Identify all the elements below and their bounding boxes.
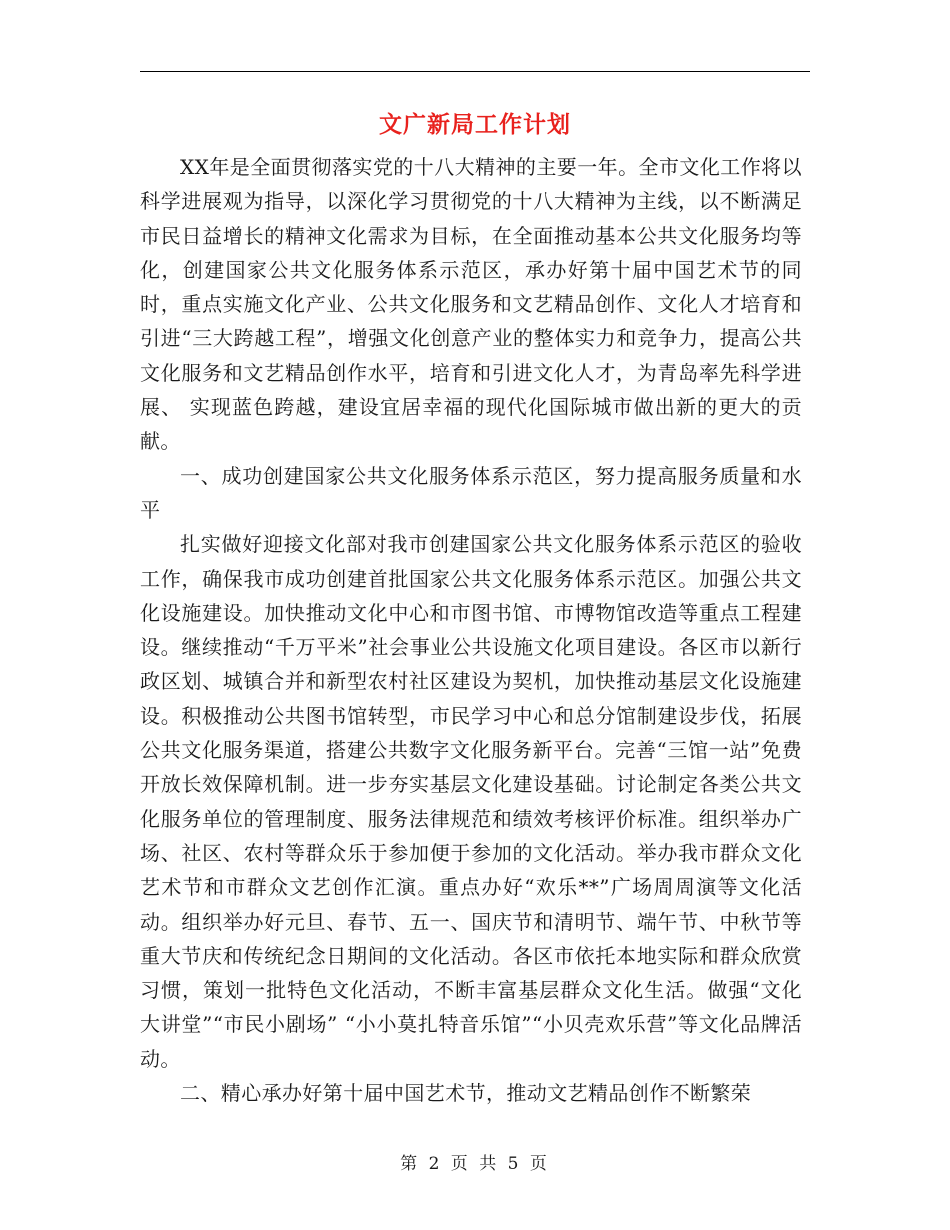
intro-paragraph: XX年是全面贯彻落实党的十八大精神的主要一年。全市文化工作将以科学进展观为指导，以深化学习贯彻党的十八大精神为主线，以不断满足市民日益增长的精神文化需求为目标，在全面推动基本公共文化服务均等化，创建国家公共文化服务体系示范区，承办好第十届中国艺术节的同时，重点实施文化产业、公共文化服务和文艺精品创作、文化人才培育和引进“三大跨越工程”，增强文化创意产业的整体实力和竞争力，提高公共文化服务和文艺精品创作水平，培育和引进文化人才，为青岛率先科学进展、 实现蓝色跨越，建设宜居幸福的现代化国际城市做出新的更大的贡献。 — [140, 155, 802, 454]
section-1-paragraph: 扎实做好迎接文化部对我市创建国家公共文化服务体系示范区的验收工作，确保我市成功创建首批国家公共文化服务体系示范区。加强公共文化设施建设。加快推动文化中心和市图书馆、市博物馆改造等重点工程建设。继续推动“千万平米”社会事业公共设施文化项目建设。各区市以新行政区划、城镇合并和新型农村社区建设为契机，加快推动基层文化设施建设。积极推动公共图书馆转型，市民学习中心和总分馆制建设步伐，拓展公共文化服务渠道，搭建公共数字文化服务新平台。完善“三馆一站”免费开放长效保障机制。进一步夯实基层文化建设基础。讨论制定各类公共文化服务单位的管理制度、服务法律规范和绩效考核评价标准。组织举办广场、社区、农村等群众乐于参加便于参加的文化活动。举办我市群众文化艺术节和市群众文艺创作汇演。重点办好“欢乐**”广场周周演等文化活动。组织举办好元旦、春节、五一、国庆节和清明节、端午节、中秋节等重大节庆和传统纪念日期间的文化活动。各区市依托本地实际和群众欣赏习惯，策划一批特色文化活动，不断丰富基层群众文化生活。做强“文化大讲堂”“市民小剧场” “小小莫扎特音乐馆”“小贝壳欢乐营”等文化品牌活动。 — [140, 532, 802, 1071]
document-title: 文广新局工作计划 — [379, 111, 571, 138]
section-heading-1: 一、成功创建国家公共文化服务体系示范区，努力提高服务质量和水平 — [140, 463, 802, 522]
page-number: 第 2 页 共 5 页 — [400, 1154, 550, 1174]
section-heading-2: 二、精心承办好第十届中国艺术节，推动文艺精品创作不断繁荣 — [180, 1081, 752, 1106]
header-rule — [140, 71, 810, 72]
document-body — [140, 150, 802, 1110]
